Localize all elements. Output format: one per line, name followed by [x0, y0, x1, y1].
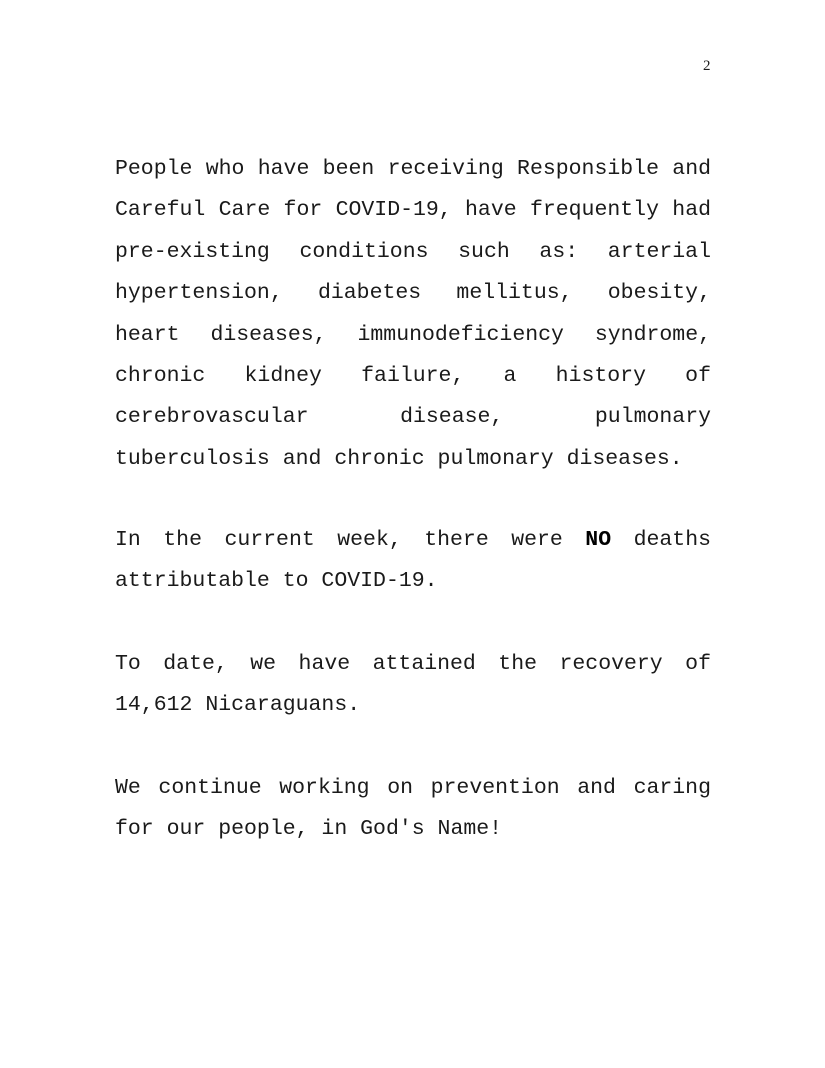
- paragraph-preexisting-conditions: People who have been receiving Responsible and Careful Care for COVID-19, have frequently had pre-existing conditions such as: arterial hypertension, diabetes mellitus, obesity, heart diseases, immunodeficiency syndrome, chronic kidney failure, a history of cerebrovascular disease, pulmonary tuberculosis and chronic pulmonary diseases.: [115, 157, 711, 471]
- page-number: 2: [703, 58, 711, 74]
- paragraph-no-deaths-text-start: In the current week, there were: [115, 528, 586, 552]
- paragraph-no-deaths-text-end: deaths attributable to COVID-19.: [115, 528, 711, 594]
- paragraph-no-deaths: [115, 520, 711, 603]
- paragraph-closing: We continue working on prevention and caring for our people, in God's Name!: [115, 776, 711, 842]
- paragraph-recoveries: To date, we have attained the recovery of 14,612 Nicaraguans.: [115, 652, 711, 718]
- emphasis-no: NO: [585, 528, 612, 552]
